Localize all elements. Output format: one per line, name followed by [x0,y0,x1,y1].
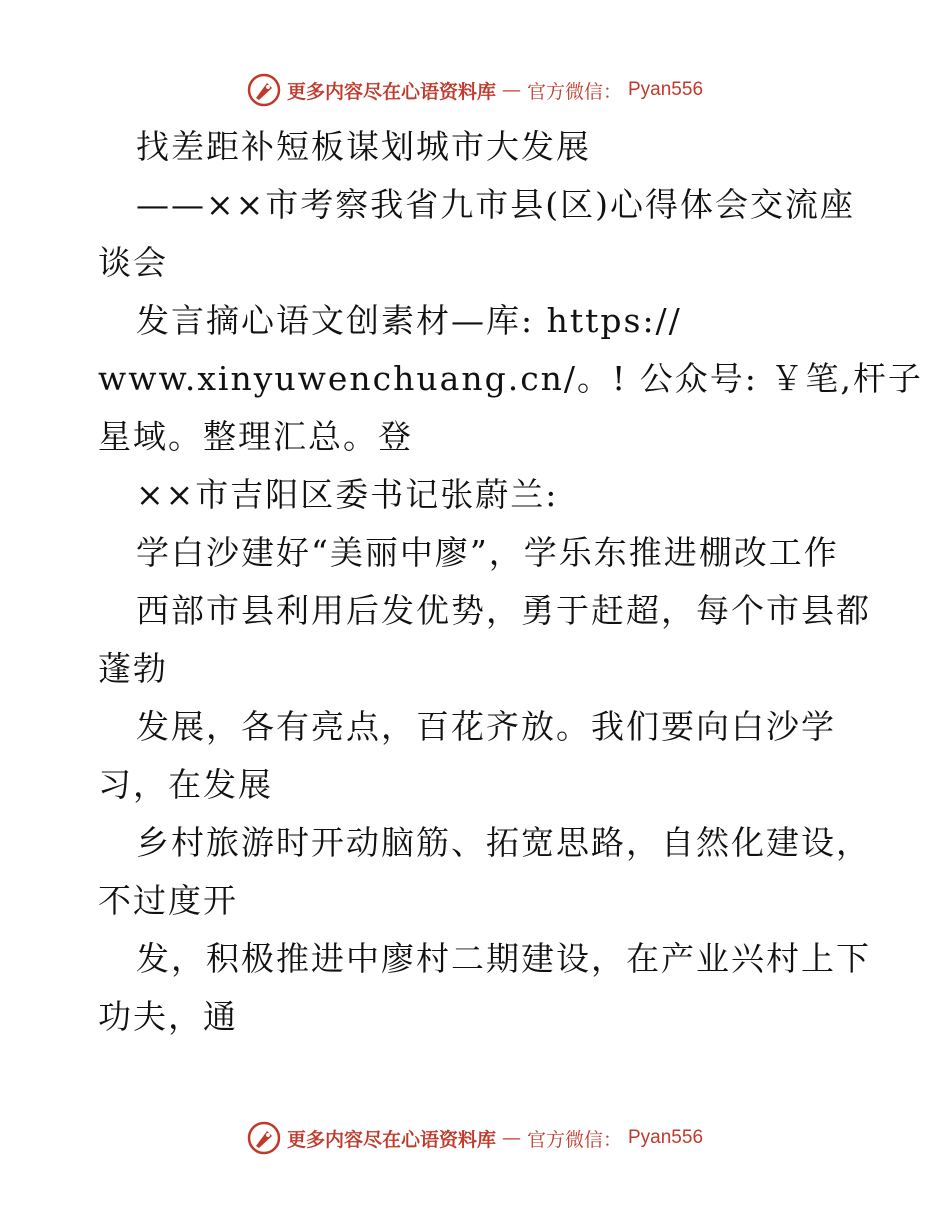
doc-heading: 学白沙建好“美丽中廖”，学乐东推进棚改工作 [136,533,839,572]
banner-site-name: 更多内容尽在心语资料库 [286,80,496,103]
banner-wechat-id: Pyan556 [628,1127,704,1148]
doc-source-line-3: 星域。整理汇总。登 [98,417,413,456]
doc-subtitle-line-1: ——××市考察我省九市县(区)心得体会交流座 [136,185,856,224]
doc-title: 找差距补短板谋划城市大发展 [136,127,591,166]
doc-paragraph-4-line-2: 功夫，通 [98,997,238,1036]
doc-paragraph-3-line-2: 不过度开 [98,881,238,920]
pen-nib-logo-icon [247,73,281,107]
banner-dash: — [501,1127,521,1149]
doc-paragraph-3-line-1: 乡村旅游时开动脑筋、拓宽思路，自然化建设， [136,823,871,862]
header-banner [0,70,950,110]
doc-paragraph-1-line-1: 西部市县利用后发优势，勇于赶超，每个市县都 [136,591,871,630]
banner-label: 官方微信： [526,80,622,103]
banner-label: 官方微信： [526,1128,622,1151]
document-body [98,118,923,1046]
doc-source-line-1: 发言摘心语文创素材—库: https:// [136,301,682,340]
doc-paragraph-2-line-2: 习，在发展 [98,765,273,804]
banner-wechat-id: Pyan556 [628,79,704,100]
doc-source-line-2: www.xinyuwenchuang.cn/。! 公众号: ￥笔,杆子 [98,359,923,398]
banner-site-name: 更多内容尽在心语资料库 [286,1128,496,1151]
doc-paragraph-1-line-2: 蓬勃 [98,649,168,688]
doc-speaker: ××市吉阳区委书记张蔚兰: [136,475,559,514]
pen-nib-logo-icon [247,1121,281,1155]
doc-subtitle-line-2: 谈会 [98,243,168,282]
doc-paragraph-4-line-1: 发，积极推进中廖村二期建设，在产业兴村上下 [136,939,871,978]
banner-dash: — [501,79,521,101]
footer-banner [0,1118,950,1158]
doc-paragraph-2-line-1: 发展，各有亮点，百花齐放。我们要向白沙学 [136,707,836,746]
